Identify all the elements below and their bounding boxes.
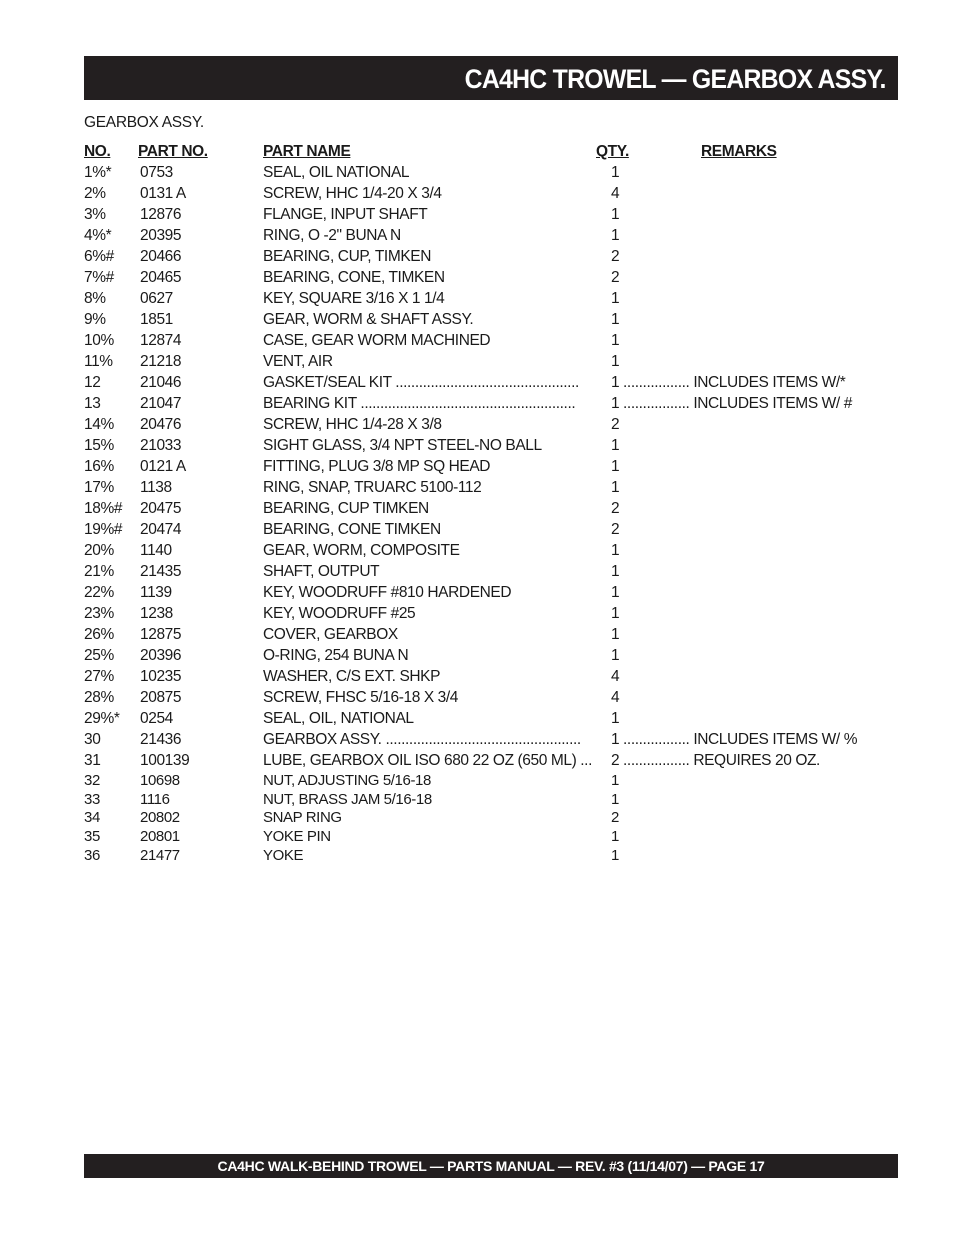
qty-cell: 1 [611,647,620,664]
column-header-part-no: PART NO. [138,143,208,160]
page-footer-text: CA4HC WALK-BEHIND TROWEL — PARTS MANUAL — REV. #3 (11/14/07) — PAGE 17 [217,1158,765,1174]
part-number-cell: 35 [84,828,100,845]
part-name-cell: COVER, GEARBOX [263,626,398,643]
part-id-cell: 20475 [140,500,182,517]
part-id-cell: 1851 [140,311,173,328]
part-id-cell: 20465 [140,269,182,286]
part-name-cell: SCREW, HHC 1/4-20 X 3/4 [263,185,442,202]
part-id-cell: 1116 [140,791,170,808]
part-id-cell: 21047 [140,395,182,412]
part-number-cell: 18%# [84,500,123,517]
qty-cell: 1 [611,605,620,622]
part-number-cell: 32 [84,772,100,789]
part-number-cell: 9% [84,311,106,328]
part-name-cell: SEAL, OIL, NATIONAL [263,710,414,727]
part-number-cell: 8% [84,290,106,307]
part-name-cell: GEAR, WORM & SHAFT ASSY. [263,311,474,328]
column-header-remarks: REMARKS [701,143,777,160]
section-label: GEARBOX ASSY. [84,114,204,131]
qty-cell: 1 [611,353,620,370]
part-id-cell: 20802 [140,809,180,826]
page-title: CA4HC TROWEL — GEARBOX ASSY. [464,64,886,94]
part-number-cell: 14% [84,416,114,433]
part-id-cell: 21435 [140,563,182,580]
qty-cell: 2 [611,500,620,517]
part-id-cell: 21046 [140,374,182,391]
part-id-cell: 10235 [140,668,182,685]
part-name-cell: SHAFT, OUTPUT [263,563,380,580]
part-name-cell: GASKET/SEAL KIT ............................................... [263,374,579,391]
part-number-cell: 4%* [84,227,112,244]
part-name-cell: SCREW, FHSC 5/16-18 X 3/4 [263,689,459,706]
qty-cell: 1 [611,164,620,181]
qty-cell: 2 [611,248,620,265]
qty-cell: 1 [611,731,620,748]
part-number-cell: 25% [84,647,114,664]
part-id-cell: 21218 [140,353,182,370]
part-name-cell: BEARING, CUP, TIMKEN [263,248,431,265]
part-id-cell: 1139 [140,584,172,601]
part-number-cell: 20% [84,542,114,559]
part-name-cell: KEY, WOODRUFF #810 HARDENED [263,584,512,601]
part-name-cell: YOKE [263,847,304,864]
qty-cell: 2 [611,269,620,286]
qty-cell: 1 [611,542,620,559]
part-id-cell: 21033 [140,437,182,454]
qty-cell: 1 [611,311,620,328]
qty-cell: 1 [611,458,620,475]
qty-cell: 2 [611,752,620,769]
part-name-cell: FITTING, PLUG 3/8 MP SQ HEAD [263,458,491,475]
part-name-cell: SIGHT GLASS, 3/4 NPT STEEL-NO BALL [263,437,542,454]
part-number-cell: 16% [84,458,114,475]
qty-cell: 1 [611,828,619,845]
part-id-cell: 0254 [140,710,173,727]
part-number-cell: 13 [84,395,101,412]
part-number-cell: 36 [84,847,100,864]
remarks-cell: ................. INCLUDES ITEMS W/* [623,374,846,391]
qty-cell: 1 [611,710,620,727]
column-header-part-name: PART NAME [263,143,351,160]
qty-cell: 4 [611,668,620,685]
part-name-cell: VENT, AIR [263,353,333,370]
part-number-cell: 6%# [84,248,114,265]
qty-cell: 1 [611,395,620,412]
remarks-cell: ................. INCLUDES ITEMS W/ % [623,731,858,748]
qty-cell: 1 [611,374,620,391]
part-id-cell: 1140 [140,542,172,559]
part-id-cell: 20875 [140,689,182,706]
part-number-cell: 23% [84,605,114,622]
part-number-cell: 11% [84,353,113,370]
part-number-cell: 34 [84,809,100,826]
part-id-cell: 21477 [140,847,180,864]
part-id-cell: 20466 [140,248,182,265]
part-number-cell: 19%# [84,521,123,538]
part-number-cell: 12 [84,374,101,391]
part-id-cell: 12875 [140,626,182,643]
part-name-cell: YOKE PIN [263,828,331,845]
qty-cell: 4 [611,185,620,202]
qty-cell: 1 [611,584,620,601]
part-name-cell: SCREW, HHC 1/4-28 X 3/8 [263,416,442,433]
part-number-cell: 1%* [84,164,112,181]
qty-cell: 1 [611,791,619,808]
part-number-cell: 7%# [84,269,114,286]
part-id-cell: 21436 [140,731,182,748]
part-id-cell: 10698 [140,772,180,789]
part-number-cell: 31 [84,752,101,769]
part-name-cell: WASHER, C/S EXT. SHKP [263,668,441,685]
part-name-cell: BEARING, CONE, TIMKEN [263,269,445,286]
part-name-cell: KEY, WOODRUFF #25 [263,605,416,622]
qty-cell: 1 [611,437,620,454]
part-name-cell: KEY, SQUARE 3/16 X 1 1/4 [263,290,445,307]
part-number-cell: 33 [84,791,100,808]
qty-cell: 4 [611,689,620,706]
part-name-cell: BEARING KIT ....................................................... [263,395,576,412]
column-header-qty: QTY. [596,143,629,160]
part-name-cell: NUT, BRASS JAM 5/16-18 [263,791,432,808]
part-id-cell: 12876 [140,206,182,223]
column-header-no: NO. [84,143,111,160]
part-number-cell: 10% [84,332,114,349]
part-name-cell: RING, SNAP, TRUARC 5100-112 [263,479,482,496]
qty-cell: 1 [611,290,620,307]
part-number-cell: 30 [84,731,101,748]
qty-cell: 1 [611,206,620,223]
part-id-cell: 0753 [140,164,173,181]
part-id-cell: 100139 [140,752,190,769]
page-header-bar [84,56,898,100]
qty-cell: 2 [611,809,619,826]
part-id-cell: 20474 [140,521,182,538]
part-name-cell: BEARING, CUP TIMKEN [263,500,429,517]
part-id-cell: 12874 [140,332,182,349]
part-id-cell: 0131 A [140,185,186,202]
part-number-cell: 21% [84,563,114,580]
part-number-cell: 3% [84,206,106,223]
part-name-cell: FLANGE, INPUT SHAFT [263,206,428,223]
qty-cell: 1 [611,332,620,349]
part-name-cell: SNAP RING [263,809,342,826]
part-name-cell: SEAL, OIL NATIONAL [263,164,410,181]
part-id-cell: 0627 [140,290,173,307]
part-id-cell: 1238 [140,605,173,622]
part-number-cell: 2% [84,185,106,202]
page-footer-bar [84,1154,898,1178]
part-number-cell: 22% [84,584,114,601]
qty-cell: 1 [611,563,620,580]
part-id-cell: 20396 [140,647,182,664]
qty-cell: 1 [611,847,619,864]
qty-cell: 1 [611,227,620,244]
qty-cell: 1 [611,772,619,789]
part-name-cell: LUBE, GEARBOX OIL ISO 680 22 OZ (650 ML) ... [263,752,592,769]
part-id-cell: 0121 A [140,458,186,475]
part-number-cell: 26% [84,626,114,643]
part-name-cell: GEARBOX ASSY. .................................................. [263,731,581,748]
part-id-cell: 20395 [140,227,182,244]
part-number-cell: 15% [84,437,114,454]
part-name-cell: BEARING, CONE TIMKEN [263,521,441,538]
part-name-cell: NUT, ADJUSTING 5/16-18 [263,772,431,789]
part-name-cell: O-RING, 254 BUNA N [263,647,409,664]
part-name-cell: RING, O -2" BUNA N [263,227,401,244]
part-name-cell: CASE, GEAR WORM MACHINED [263,332,491,349]
part-id-cell: 20476 [140,416,182,433]
qty-cell: 2 [611,521,620,538]
part-number-cell: 29%* [84,710,120,727]
remarks-cell: ................. REQUIRES 20 OZ. [623,752,820,769]
part-id-cell: 1138 [140,479,172,496]
part-id-cell: 20801 [140,828,180,845]
qty-cell: 1 [611,626,620,643]
remarks-cell: ................. INCLUDES ITEMS W/ # [623,395,852,412]
qty-cell: 1 [611,479,620,496]
part-number-cell: 17% [84,479,114,496]
qty-cell: 2 [611,416,620,433]
part-name-cell: GEAR, WORM, COMPOSITE [263,542,460,559]
part-number-cell: 28% [84,689,114,706]
part-number-cell: 27% [84,668,114,685]
